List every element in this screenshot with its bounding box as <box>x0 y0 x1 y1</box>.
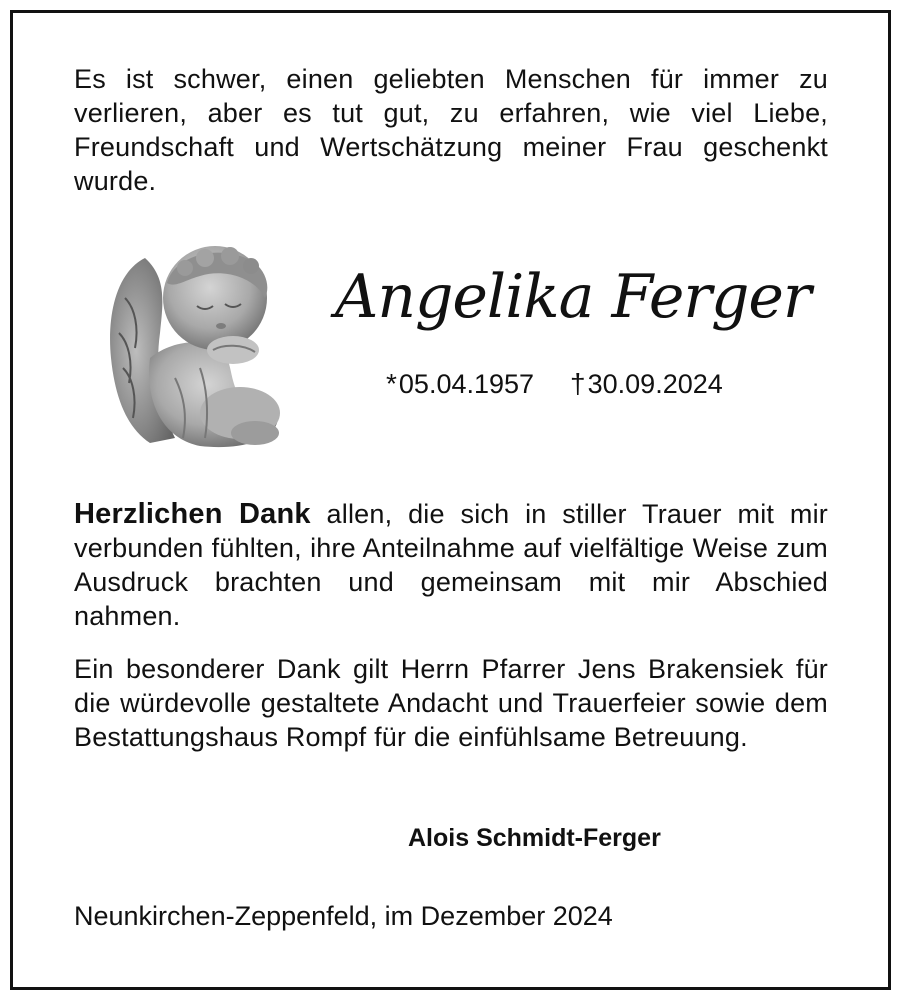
death-cross-icon: † <box>570 368 586 399</box>
thanks-paragraph <box>74 497 828 633</box>
birth-star-icon: * <box>386 368 397 399</box>
thanks-text: allen, die sich in stiller Trauer mit mir verbunden fühlten, ihre Anteilnahme auf vielfältige Weise zum Ausdruck brachten und gemeinsam mit mir Abschied nahmen. <box>74 499 828 631</box>
death-date: 30.09.2024 <box>587 369 723 399</box>
angel-statue-image <box>105 238 287 452</box>
thanks-heading: Herzlichen Dank <box>74 498 311 530</box>
signature: Alois Schmidt-Ferger <box>408 824 661 852</box>
special-thanks-paragraph: Ein besonderer Dank gilt Herrn Pfarrer Jens Brakensiek für die würdevolle gestaltete Andacht und Trauerfeier sowie dem Bestattungshaus Rompf für die einfühlsame Betreuung. <box>74 654 828 752</box>
life-dates <box>386 368 723 400</box>
intro-paragraph: Es ist schwer, einen geliebten Menschen für immer zu verlieren, aber es tut gut, zu erfahren, wie viel Liebe, Freundschaft und Wertschätzung meiner Frau geschenkt wurde. <box>74 64 828 196</box>
birth-date: 05.04.1957 <box>398 369 535 399</box>
deceased-name: Angelika Ferger <box>335 262 811 332</box>
place-and-date: Neunkirchen-Zeppenfeld, im Dezember 2024 <box>74 901 613 931</box>
